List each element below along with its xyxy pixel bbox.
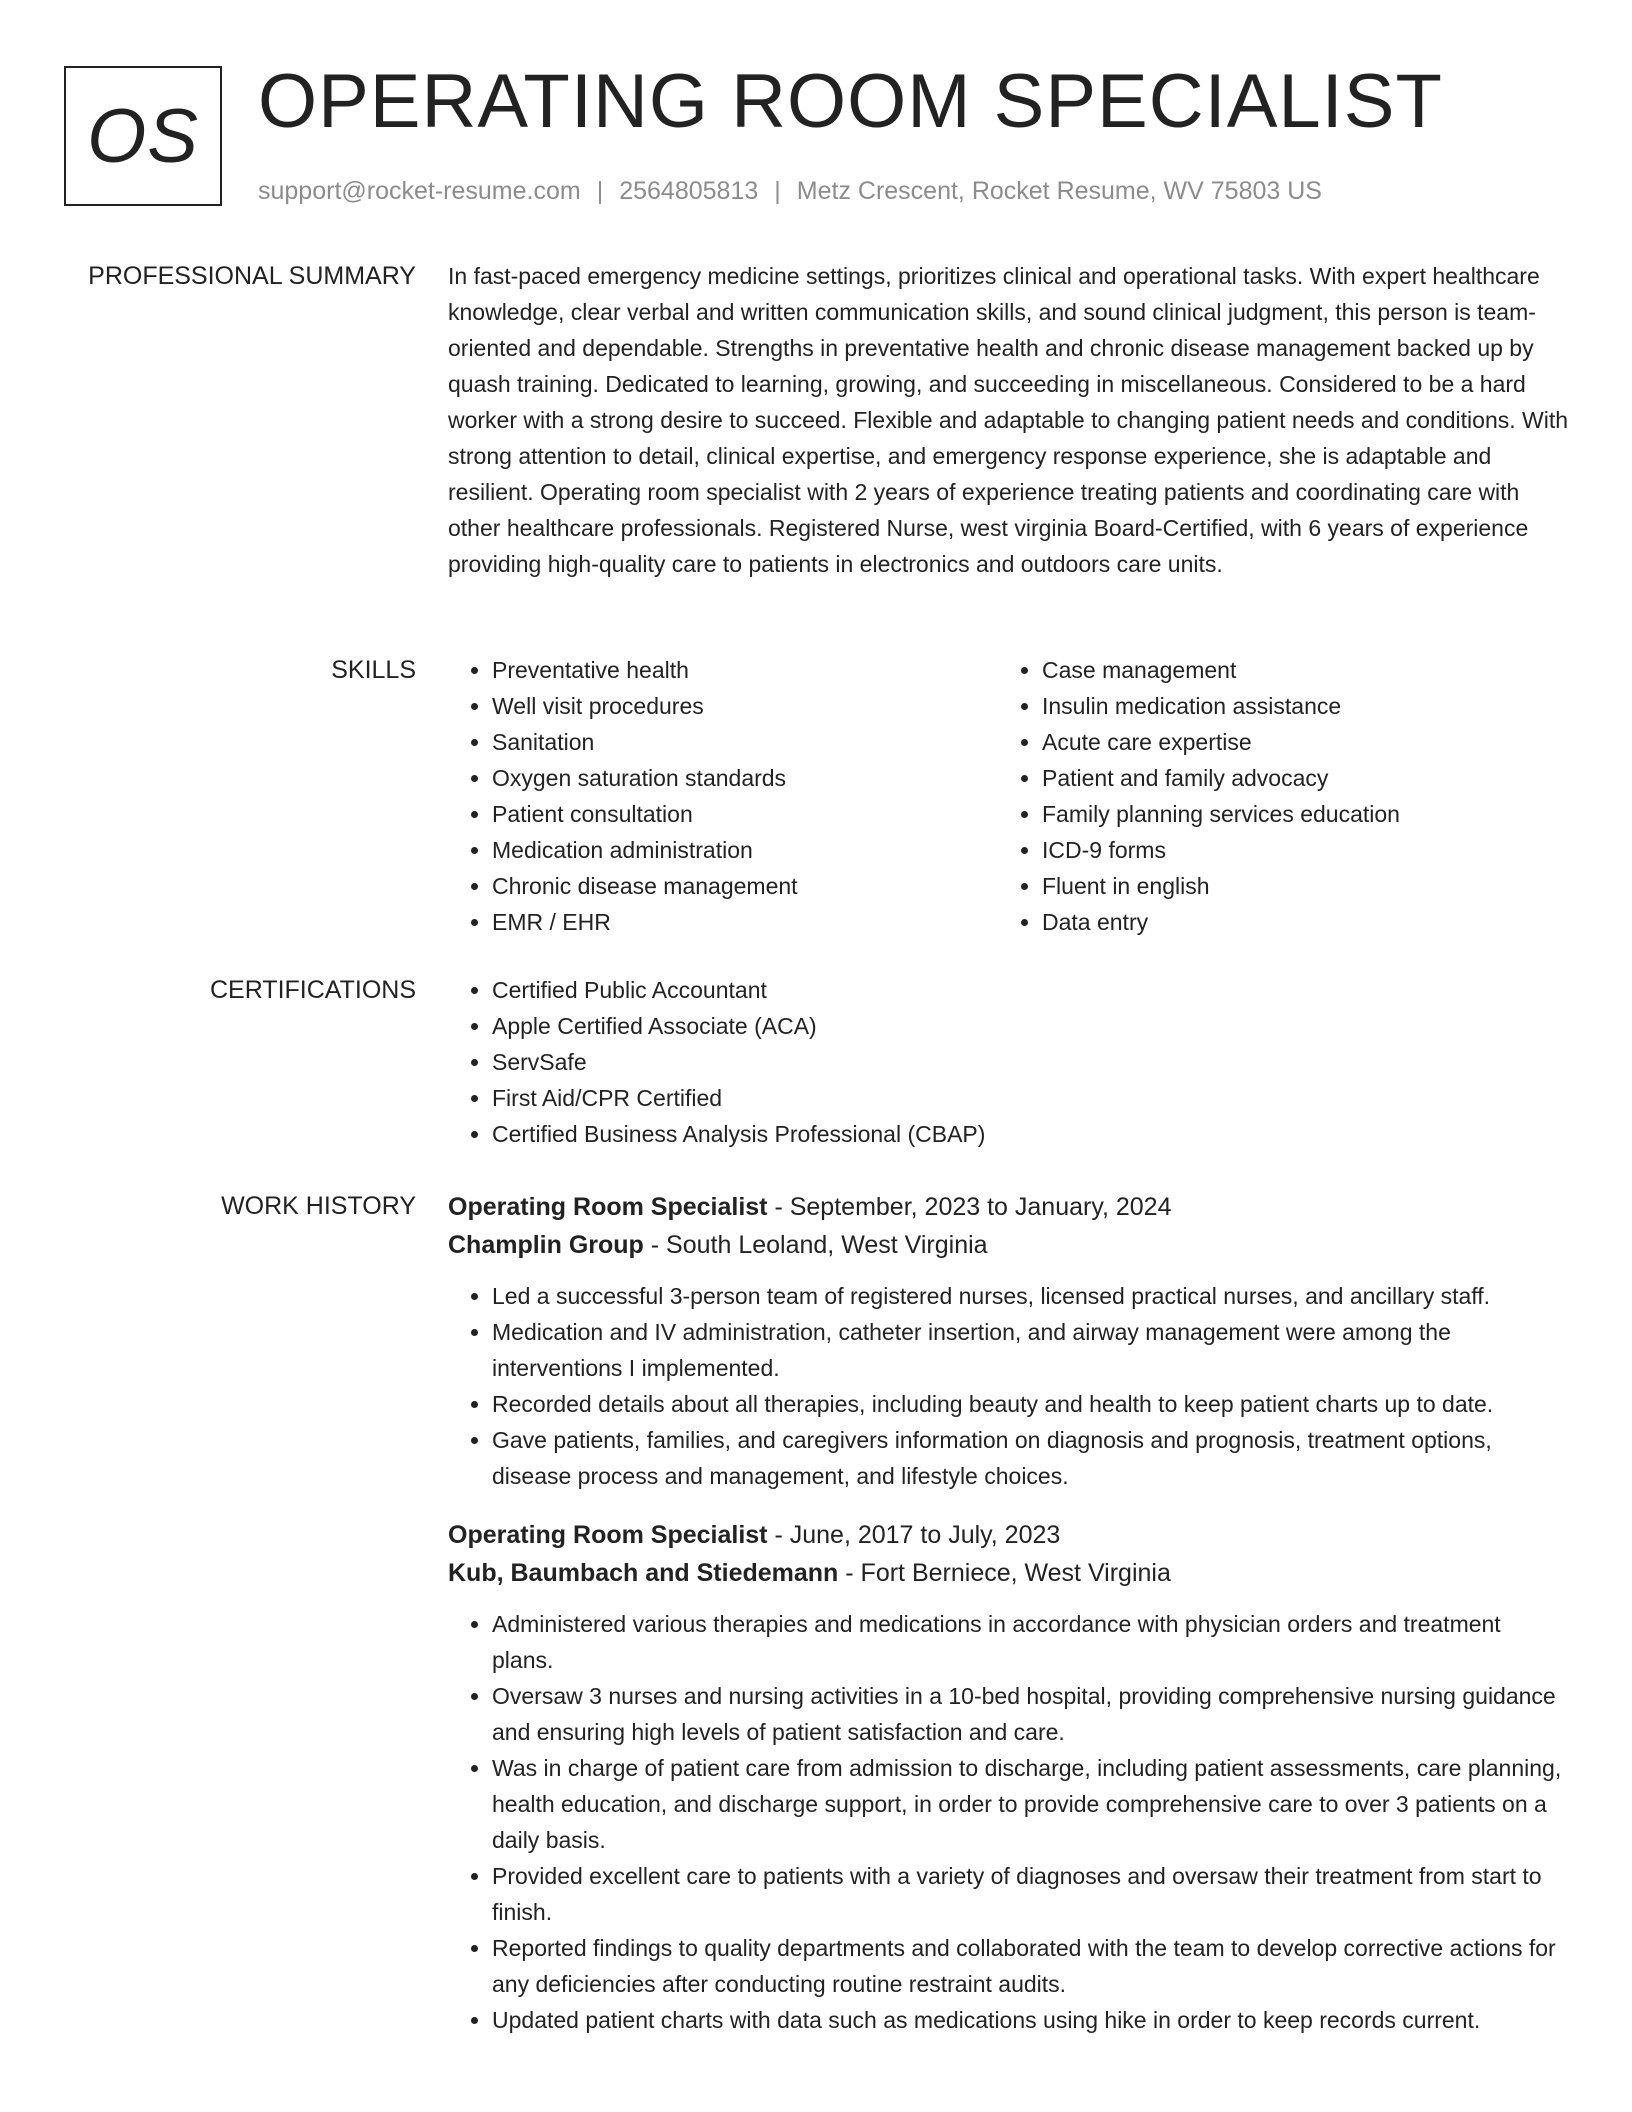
- contact-phone: 2564805813: [619, 177, 759, 205]
- job-bullet: • Oversaw 3 nurses and nursing activities in a 10-bed hospital, providing comprehensive nursing guidance and ensuring high levels of patient satisfaction and care.: [492, 1678, 1568, 1750]
- job-bullet: • Reported findings to quality departments and collaborated with the team to develop corrective actions for any deficiencies after conducting routine restraint audits.: [492, 1930, 1568, 2002]
- skill-item: • Sanitation: [492, 724, 998, 760]
- job-title-line: [448, 1188, 1568, 1226]
- skills-columns: [448, 652, 1568, 940]
- skill-item: • Patient consultation: [492, 796, 998, 832]
- summary-text: In fast-paced emergency medicine settings, prioritizes clinical and operational tasks. With expert healthcare knowledge, clear verbal and written communication skills, and sound clinical judgment, this person is team-oriented and dependable. Strengths in preventative health and chronic disease management backed up by quash training. Dedicated to learning, growing, and succeeding in miscellaneous. Considered to be a hard worker with a strong desire to succeed. Flexible and adaptable to changing patient needs and conditions. With strong attention to detail, clinical expertise, and emergency response experience, she is adaptable and resilient. Operating room specialist with 2 years of experience treating patients and coordinating care with other healthcare professionals. Registered Nurse, west virginia Board-Certified, with 6 years of experience providing high-quality care to patients in electronics and outdoors care units.: [448, 263, 1569, 577]
- job-bullet: • Medication and IV administration, catheter insertion, and airway management were among the interventions I implemented.: [492, 1314, 1568, 1386]
- job-bullet: • Gave patients, families, and caregivers information on diagnosis and prognosis, treatment options, disease process and management, and lifestyle choices.: [492, 1422, 1568, 1494]
- job-entry: [448, 1188, 1568, 1494]
- skill-item: • Well visit procedures: [492, 688, 998, 724]
- skill-item: • Oxygen saturation standards: [492, 760, 998, 796]
- job-title-line: [448, 1516, 1568, 1554]
- job-company: Champlin Group: [448, 1231, 644, 1259]
- job-bullet: • Updated patient charts with data such as medications using hike in order to keep records current.: [492, 2002, 1568, 2038]
- job-dates: - June, 2017 to July, 2023: [767, 1521, 1061, 1549]
- certification-item: • First Aid/CPR Certified: [492, 1080, 1568, 1116]
- job-location: - Fort Berniece, West Virginia: [838, 1559, 1171, 1587]
- skill-item: • Acute care expertise: [1042, 724, 1548, 760]
- job-bullet: • Recorded details about all therapies, including beauty and health to keep patient charts up to date.: [492, 1386, 1568, 1422]
- job-bullet: • Administered various therapies and medications in accordance with physician orders and treatment plans.: [492, 1606, 1568, 1678]
- skill-item: • ICD-9 forms: [1042, 832, 1548, 868]
- job-company: Kub, Baumbach and Stiedemann: [448, 1559, 839, 1587]
- job-company-line: [448, 1554, 1568, 1592]
- section-heading: CERTIFICATIONS: [209, 976, 416, 1004]
- skill-item: • Insulin medication assistance: [1042, 688, 1548, 724]
- skill-item: • Case management: [1042, 652, 1548, 688]
- page-title: OPERATING ROOM SPECIALIST: [258, 59, 1443, 144]
- certification-item: • ServSafe: [492, 1044, 1568, 1080]
- contact-line: [258, 176, 1322, 206]
- section-heading: WORK HISTORY: [221, 1192, 416, 1220]
- job-bullet: • Was in charge of patient care from admission to discharge, including patient assessments, care planning, health education, and discharge support, in order to provide comprehensive care to over 3 patients on a daily basis.: [492, 1750, 1568, 1858]
- job-title: Operating Room Specialist: [448, 1193, 768, 1221]
- job-location: - South Leoland, West Virginia: [643, 1231, 988, 1259]
- certifications-list: [448, 972, 1568, 1152]
- contact-separator: |: [774, 177, 781, 205]
- job-bullet: • Led a successful 3-person team of registered nurses, licensed practical nurses, and ancillary staff.: [492, 1278, 1568, 1314]
- contact-separator: |: [596, 177, 604, 205]
- job-title: Operating Room Specialist: [448, 1521, 768, 1549]
- section-heading: SKILLS: [331, 656, 416, 684]
- skill-item: • EMR / EHR: [492, 904, 998, 940]
- contact-address: Metz Crescent, Rocket Resume, WV 75803 US: [796, 177, 1322, 205]
- skills-column-right: [998, 652, 1548, 940]
- monogram-logo: OS: [64, 66, 222, 206]
- skill-item: • Chronic disease management: [492, 868, 998, 904]
- certification-item: • Certified Business Analysis Professional (CBAP): [492, 1116, 1568, 1152]
- section-heading: PROFESSIONAL SUMMARY: [88, 262, 416, 290]
- certification-item: • Apple Certified Associate (ACA): [492, 1008, 1568, 1044]
- skill-item: • Medication administration: [492, 832, 998, 868]
- skill-item: • Fluent in english: [1042, 868, 1548, 904]
- job-company-line: [448, 1226, 1568, 1264]
- certification-item: • Certified Public Accountant: [492, 972, 1568, 1008]
- skill-item: • Family planning services education: [1042, 796, 1548, 832]
- skill-item: • Patient and family advocacy: [1042, 760, 1548, 796]
- work-history-list: [448, 1188, 1568, 2060]
- job-entry: [448, 1516, 1568, 2038]
- skills-column-left: [448, 652, 998, 940]
- job-dates: - September, 2023 to January, 2024: [767, 1193, 1172, 1221]
- job-bullet: • Provided excellent care to patients with a variety of diagnoses and oversaw their treatment from start to finish.: [492, 1858, 1568, 1930]
- contact-email: support@rocket-resume.com: [258, 177, 581, 205]
- skill-item: • Data entry: [1042, 904, 1548, 940]
- skill-item: • Preventative health: [492, 652, 998, 688]
